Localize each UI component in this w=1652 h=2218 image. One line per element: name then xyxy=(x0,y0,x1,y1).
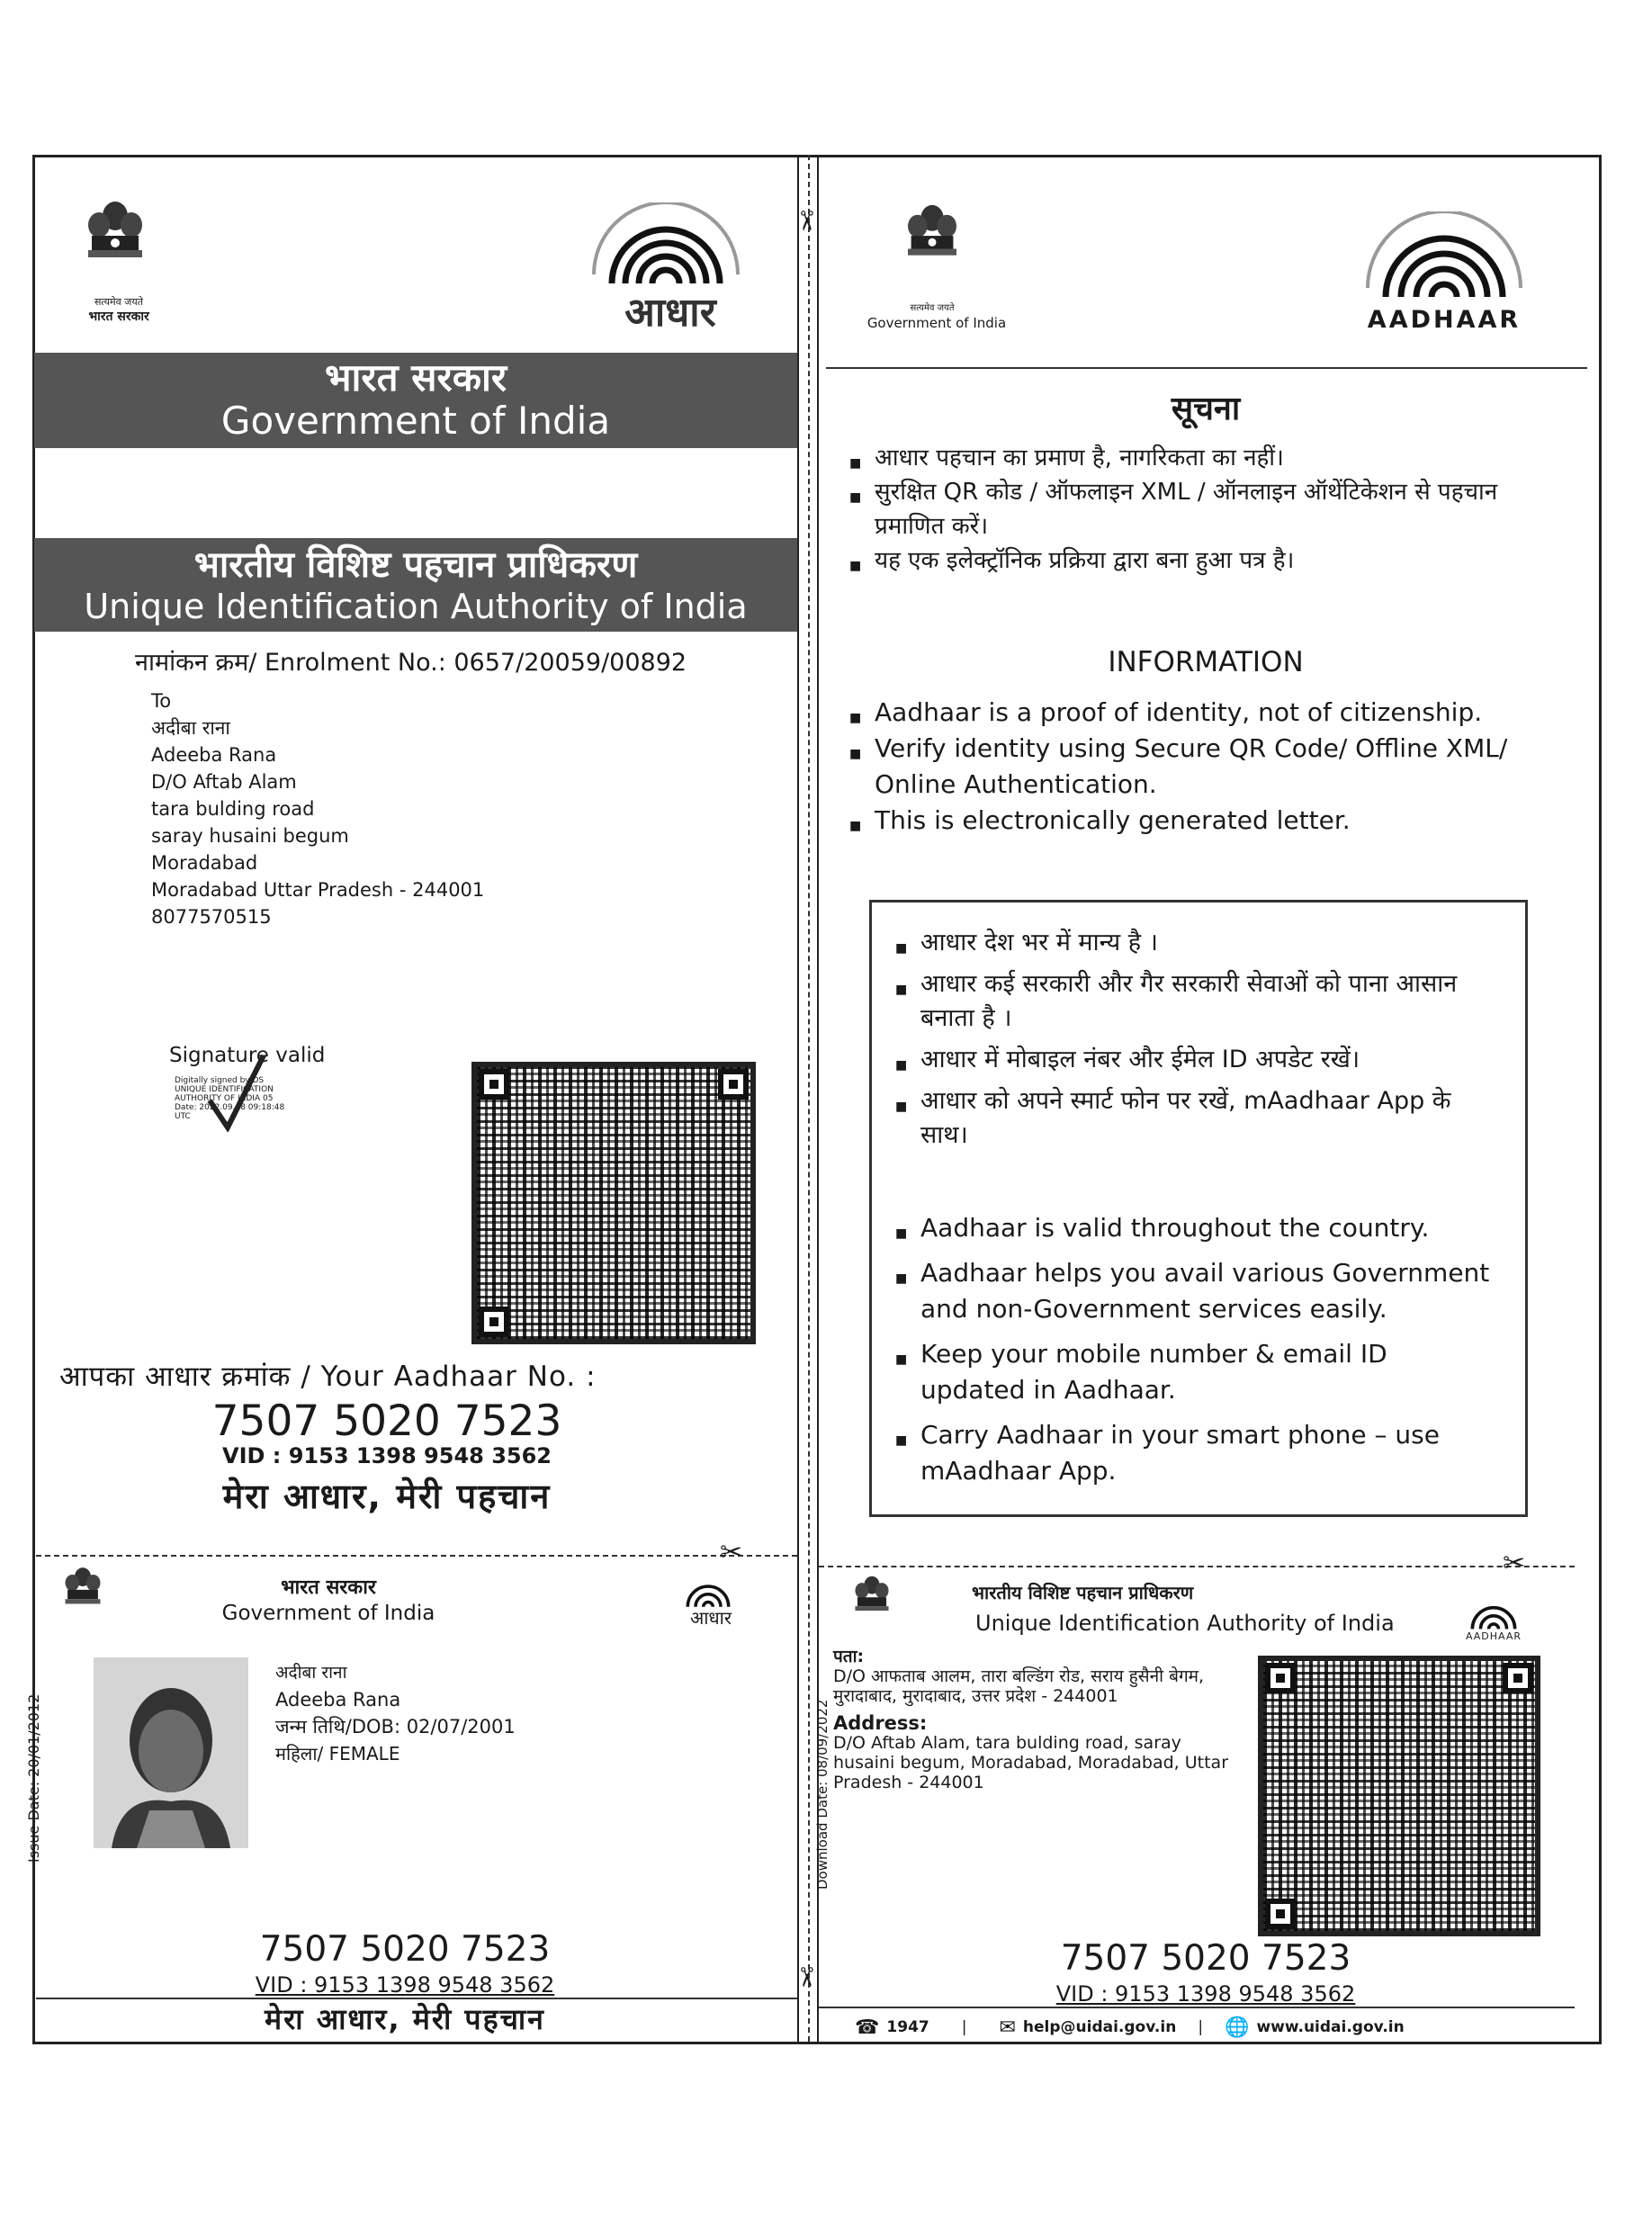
band-uidai-hi: भारतीय विशिष्ट पहचान प्राधिकरण xyxy=(193,544,638,586)
benefit-item-hi: ■ आधार में मोबाइल नंबर और ईमेल ID अपडेट रखें। xyxy=(895,1043,1489,1077)
name-en: Adeeba Rana xyxy=(275,1689,401,1711)
date-of-birth: जन्म तिथि/DOB: 02/07/2001 xyxy=(275,1716,516,1738)
band-title-hi: भारत सरकार xyxy=(324,355,507,400)
vid-number: VID : 9153 1398 9548 3562 xyxy=(222,1443,552,1468)
website: www.uidai.gov.in xyxy=(1256,2018,1405,2036)
information-list xyxy=(849,695,1569,839)
enrolment-number: नामांकन क्रम/ Enrolment No.: 0657/20059/00892 xyxy=(135,649,687,677)
emblem-caption: भारत सरकार xyxy=(88,310,149,324)
band-title-en: Government of India xyxy=(220,399,611,443)
notice-list xyxy=(849,441,1515,578)
notice-title: सूचना xyxy=(1171,391,1241,427)
aadhaar-number: 7507 5020 7523 xyxy=(211,1396,562,1446)
address-hi: D/O आफताब आलम, तारा बल्डिंग रोड, सराय हुसैनी बेगम, मुरादाबाद, मुरादाबाद, उत्तर प्रदेश - 244001 xyxy=(833,1666,1205,1706)
national-emblem-icon xyxy=(900,200,965,299)
address-line: Moradabad Uttar Pradesh - 244001 xyxy=(151,879,485,901)
address-line: Adeeba Rana xyxy=(151,744,277,766)
footer-divider xyxy=(819,2007,1575,2008)
address-line: 8077570515 xyxy=(151,906,272,928)
address-line: Moradabad xyxy=(151,852,258,874)
address-label-en: Address: xyxy=(833,1712,928,1734)
address-line: saray husaini begum xyxy=(151,825,349,847)
benefits-en-list xyxy=(895,1210,1498,1489)
benefit-item-en: ■ Carry Aadhaar in your smart phone – use mAadhaar App. xyxy=(895,1417,1498,1489)
download-date: Download Date: 08/09/2022 xyxy=(814,1699,830,1890)
scissors-icon: ✂ xyxy=(790,209,822,233)
signature-detail-line: Date: 2022.09.08 09:18:48 xyxy=(175,1103,285,1112)
card-back-vid-number: VID : 9153 1398 9548 3562 xyxy=(1055,1981,1356,2007)
notice-item: ■ आधार पहचान का प्रमाण है, नागरिकता का नहीं। xyxy=(849,441,1515,475)
government-band xyxy=(34,353,797,448)
card-uidai-en: Unique Identification Authority of India xyxy=(975,1611,1395,1636)
signature-detail-line: AUTHORITY OF INDIA 05 xyxy=(175,1094,274,1103)
benefit-item-hi: ■ आधार कई सरकारी और गैर सरकारी सेवाओं को पाना आसान बनाता है । xyxy=(895,967,1489,1036)
email-icon: ✉ xyxy=(999,2016,1016,2039)
benefit-item-en: ■ Aadhaar is valid throughout the country. xyxy=(895,1210,1498,1246)
signature-detail-line: UNIQUE IDENTIFICATION xyxy=(175,1085,274,1094)
aadhaar-logo-text: आधार xyxy=(689,1607,732,1629)
aadhaar-logo-text: AADHAAR xyxy=(1367,306,1522,334)
aadhaar-logo-icon xyxy=(1458,1596,1530,1632)
address-line: अदीबा राना xyxy=(151,717,230,739)
photo xyxy=(94,1657,248,1848)
aadhaar-logo-icon xyxy=(1350,211,1539,310)
address-line: tara bulding road xyxy=(151,798,315,820)
signature-label: Signature valid xyxy=(169,1044,326,1067)
gender: महिला/ FEMALE xyxy=(275,1743,400,1765)
header-divider xyxy=(826,367,1587,369)
information-item: ■ Aadhaar is a proof of identity, not of citizenship. xyxy=(849,695,1569,731)
issue-date: Issue Date: 20/01/2012 xyxy=(25,1693,42,1863)
benefit-item-hi: ■ आधार को अपने स्मार्ट फोन पर रखें, mAadhaar App के साथ। xyxy=(895,1084,1489,1153)
national-emblem-icon xyxy=(849,1573,894,1638)
card-uidai-hi: भारतीय विशिष्ट पहचान प्राधिकरण xyxy=(972,1582,1194,1603)
uidai-band xyxy=(34,538,797,632)
information-item: ■ This is electronically generated letter. xyxy=(849,803,1569,839)
phone-number: 1947 xyxy=(886,2018,929,2036)
contact-footer xyxy=(855,2012,1575,2043)
qr-code xyxy=(471,1062,756,1344)
information-title: INFORMATION xyxy=(1108,646,1304,678)
horizontal-cut-line xyxy=(36,1555,797,1557)
globe-icon: 🌐 xyxy=(1225,2016,1250,2039)
benefit-item-en: ■ Aadhaar helps you avail various Government and non-Government services easily. xyxy=(895,1255,1498,1327)
card-back-aadhaar-number: 7507 5020 7523 xyxy=(1060,1938,1351,1979)
benefits-box xyxy=(869,900,1528,1517)
card-gov-en: Government of India xyxy=(221,1602,435,1625)
address-line: D/O Aftab Alam xyxy=(151,771,297,793)
recipient-address xyxy=(151,687,655,930)
signature-detail-line: UTC xyxy=(175,1112,191,1121)
signature-detail-line: Digitally signed by DS xyxy=(175,1076,265,1085)
emblem-caption: Government of India xyxy=(866,315,1007,331)
emblem-motto: सत्यमेव जयते xyxy=(910,303,955,313)
national-emblem-icon xyxy=(59,1564,106,1636)
name-hi: अदीबा राना xyxy=(275,1663,347,1683)
card-details xyxy=(275,1659,617,1767)
aadhaar-logo-text: आधार xyxy=(624,290,716,336)
notice-item: ■ यह एक इलेक्ट्रॉनिक प्रक्रिया द्वारा बना हुआ पत्र है। xyxy=(849,543,1515,578)
card-address xyxy=(833,1647,1229,1792)
benefits-hi-list xyxy=(895,926,1489,1153)
benefit-item-en: ■ Keep your mobile number & email ID updated in Aadhaar. xyxy=(895,1336,1498,1408)
notice-item: ■ सुरक्षित QR कोड / ऑफलाइन XML / ऑनलाइन ऑथेंटिकेशन से पहचान प्रमाणित करें। xyxy=(849,475,1515,543)
tagline: मेरा आधार, मेरी पहचान xyxy=(222,1477,552,1516)
aadhaar-number-label: आपका आधार क्रमांक / Your Aadhaar No. : xyxy=(59,1360,597,1393)
scissors-icon: ✂ xyxy=(720,1537,743,1568)
address-line: To xyxy=(151,690,172,712)
aadhaar-logo-text: AADHAAR xyxy=(1465,1630,1522,1642)
card-tagline: मेरा आधार, मेरी पहचान xyxy=(265,2002,545,2036)
information-item: ■ Verify identity using Secure QR Code/ Offline XML/ Online Authentication. xyxy=(849,731,1569,803)
phone-icon: ☎ xyxy=(855,2016,880,2039)
scissors-icon: ✂ xyxy=(1503,1548,1526,1579)
scissors-icon: ✂ xyxy=(790,1965,822,1989)
benefit-item-hi: ■ आधार देश भर में मान्य है । xyxy=(895,926,1489,960)
checkmark-icon xyxy=(205,1051,268,1136)
card-aadhaar-number: 7507 5020 7523 xyxy=(259,1929,551,1970)
card-gov-hi: भारत सरकार xyxy=(281,1576,376,1599)
address-label-hi: पता: xyxy=(833,1647,865,1666)
card-qr-code xyxy=(1258,1656,1540,1936)
email-address: help@uidai.gov.in xyxy=(1022,2018,1177,2036)
address-en: D/O Aftab Alam, tara bulding road, saray husaini begum, Moradabad, Moradabad, Uttar Pradesh - 244001 xyxy=(833,1733,1229,1792)
footer-separator: | xyxy=(961,2018,967,2036)
card-vid-number: VID : 9153 1398 9548 3562 xyxy=(255,1972,555,1998)
band-uidai-en: Unique Identification Authority of India xyxy=(84,587,748,626)
horizontal-cut-line xyxy=(819,1566,1575,1567)
footer-separator: | xyxy=(1198,2018,1204,2036)
emblem-motto: सत्यमेव जयते xyxy=(94,296,143,308)
